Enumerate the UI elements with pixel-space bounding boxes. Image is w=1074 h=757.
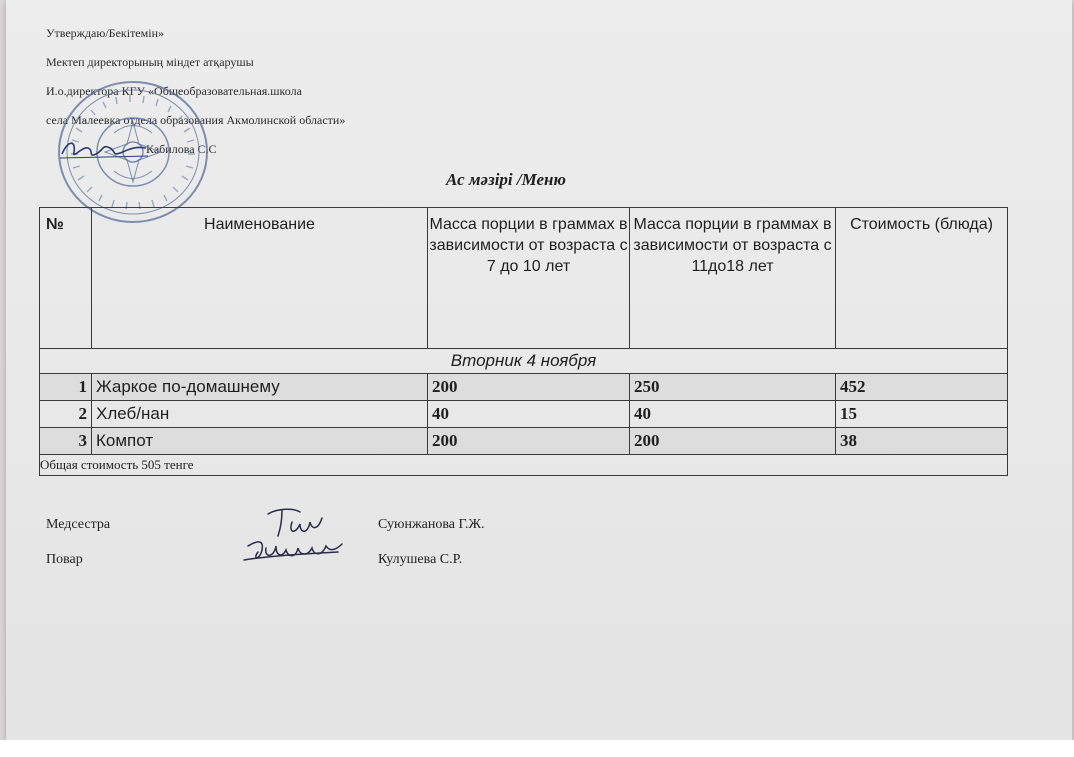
row-mass-7-10: 200 bbox=[428, 374, 630, 401]
total-cost: Общая стоимость 505 тенге bbox=[40, 455, 1008, 476]
header-name: Наименование bbox=[92, 208, 428, 349]
staff-signatures-icon bbox=[238, 500, 348, 578]
row-mass-11-18: 200 bbox=[630, 428, 836, 455]
header-row bbox=[40, 208, 1008, 349]
row-name: Компот bbox=[92, 428, 428, 455]
director-signature-icon bbox=[58, 136, 150, 162]
table-row bbox=[40, 401, 1008, 428]
document-sheet bbox=[6, 0, 1072, 740]
row-mass-11-18: 40 bbox=[630, 401, 836, 428]
nurse-role: Медсестра bbox=[46, 517, 111, 532]
row-no: 3 bbox=[40, 428, 92, 455]
approval-line-1: Утверждаю/Бекітемін» bbox=[46, 26, 164, 40]
approval-line-2: Мектеп директорының міндет атқарушы bbox=[46, 55, 254, 69]
table-row bbox=[40, 428, 1008, 455]
row-no: 1 bbox=[40, 374, 92, 401]
row-cost: 15 bbox=[836, 401, 1008, 428]
day-row bbox=[40, 349, 1008, 374]
table-row bbox=[40, 374, 1008, 401]
row-cost: 452 bbox=[836, 374, 1008, 401]
row-mass-11-18: 250 bbox=[630, 374, 836, 401]
header-cost: Стоимость (блюда) bbox=[836, 208, 1008, 349]
row-no: 2 bbox=[40, 401, 92, 428]
row-mass-7-10: 200 bbox=[428, 428, 630, 455]
menu-table bbox=[39, 207, 1008, 476]
page-title: Ас мәзірі /Меню bbox=[446, 170, 566, 189]
header-mass-11-18: Масса порции в граммах в зависимости от возраста с 11до18 лет bbox=[630, 208, 836, 349]
day-label: Вторник 4 ноября bbox=[40, 349, 1008, 374]
row-name: Жаркое по-домашнему bbox=[92, 374, 428, 401]
row-name: Хлеб/нан bbox=[92, 401, 428, 428]
approval-line-3: И.о.директора КГУ «Общеобразовательная.школа bbox=[46, 84, 302, 98]
header-mass-7-10: Масса порции в граммах в зависимости от возраста с 7 до 10 лет bbox=[428, 208, 630, 349]
header-no: № bbox=[40, 208, 92, 349]
nurse-name: Суюнжанова Г.Ж. bbox=[378, 517, 485, 532]
cook-name: Кулушева С.Р. bbox=[378, 552, 463, 567]
row-mass-7-10: 40 bbox=[428, 401, 630, 428]
total-row bbox=[40, 455, 1008, 476]
row-cost: 38 bbox=[836, 428, 1008, 455]
cook-role: Повар bbox=[46, 552, 83, 567]
background-floor bbox=[0, 740, 1074, 757]
approval-director-name: Кабилова С.С bbox=[146, 142, 217, 156]
approval-line-4: села Малеевка отдела образования Акмолинской области» bbox=[46, 113, 346, 127]
